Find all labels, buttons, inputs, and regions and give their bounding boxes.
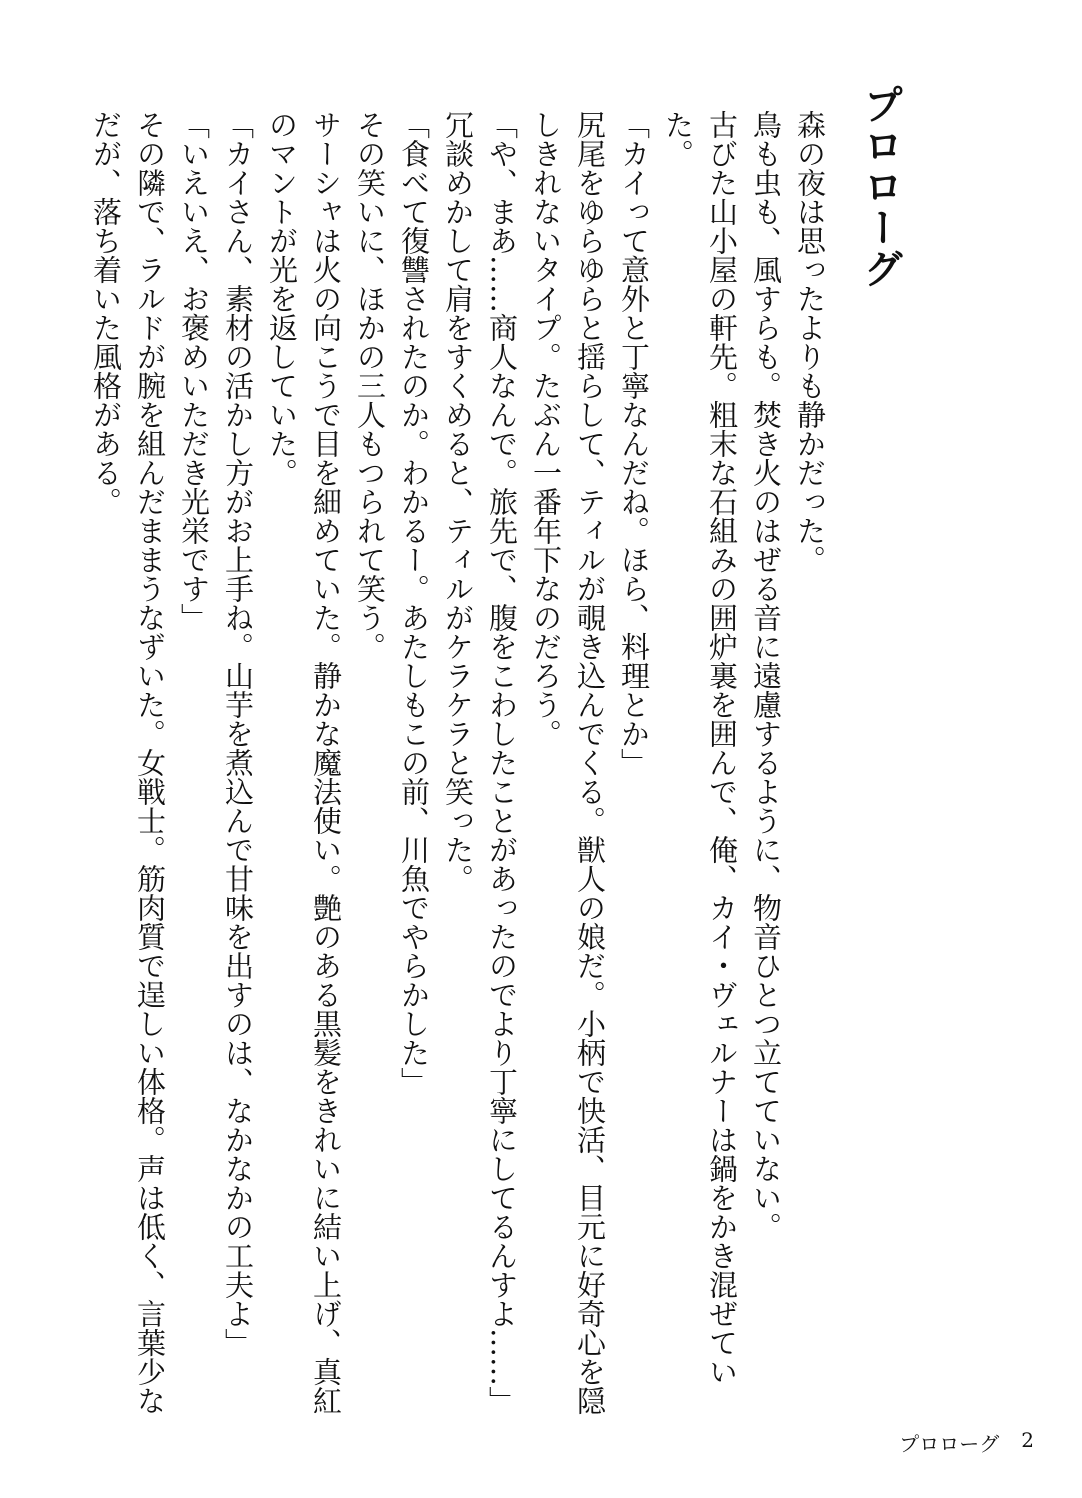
chapter-title: プロローグ bbox=[857, 84, 903, 289]
footer-section-title: プロローグ bbox=[899, 1432, 1000, 1456]
paragraph: その笑いに、ほかの三人もつられて笑う。 bbox=[353, 110, 387, 661]
paragraph: 古びた山小屋の軒先。粗末な石組みの囲炉裏を囲んで、俺、カイ・ヴェルナーは鍋をかき混ぜていた。 bbox=[661, 110, 739, 1386]
body-text bbox=[84, 110, 832, 1430]
paragraph: 「や、まあ……商人なんで。旅先で、腹をこわしたことがあったのでより丁寧にしてるんすよ……」 bbox=[485, 110, 519, 1415]
paragraph: 「カイって意外と丁寧なんだね。ほら、料理とか」 bbox=[617, 110, 651, 777]
paragraph: 「いえいえ、お褒めいただき光栄です」 bbox=[177, 110, 211, 632]
paragraph: 尻尾をゆらゆらと揺らして、ティルが覗き込んでくる。獣人の娘だ。小柄で快活、目元に好奇心を隠しきれないタイプ。たぶん一番年下なのだろう。 bbox=[529, 110, 607, 1415]
paragraph: その隣で、ラルドが腕を組んだままうなずいた。女戦士。筋肉質で逞しい体格。声は低く、言葉少なだが、落ち着いた風格がある。 bbox=[89, 110, 167, 1415]
paragraph: 冗談めかして肩をすくめると、ティルがケラケラと笑った。 bbox=[441, 110, 475, 893]
paragraph: 「カイさん、素材の活かし方がお上手ね。山芋を煮込んで甘味を出すのは、なかなかの工夫よ」 bbox=[221, 110, 255, 1357]
page-number: 2 bbox=[1021, 1428, 1034, 1452]
page-footer bbox=[899, 1428, 1034, 1457]
paragraph: サーシャは火の向こうで目を細めていた。静かな魔法使い。艶のある黒髪をきれいに結い上げ、真紅のマントが光を返していた。 bbox=[265, 110, 343, 1415]
paragraph: 森の夜は思ったよりも静かだった。 bbox=[793, 110, 827, 574]
paragraph: 「食べて復讐されたのか。わかるー。あたしもこの前、川魚でやらかした」 bbox=[397, 110, 431, 1096]
paragraph: 鳥も虫も、風すらも。焚き火のはぜる音に遠慮するように、物音ひとつ立てていない。 bbox=[749, 110, 783, 1241]
